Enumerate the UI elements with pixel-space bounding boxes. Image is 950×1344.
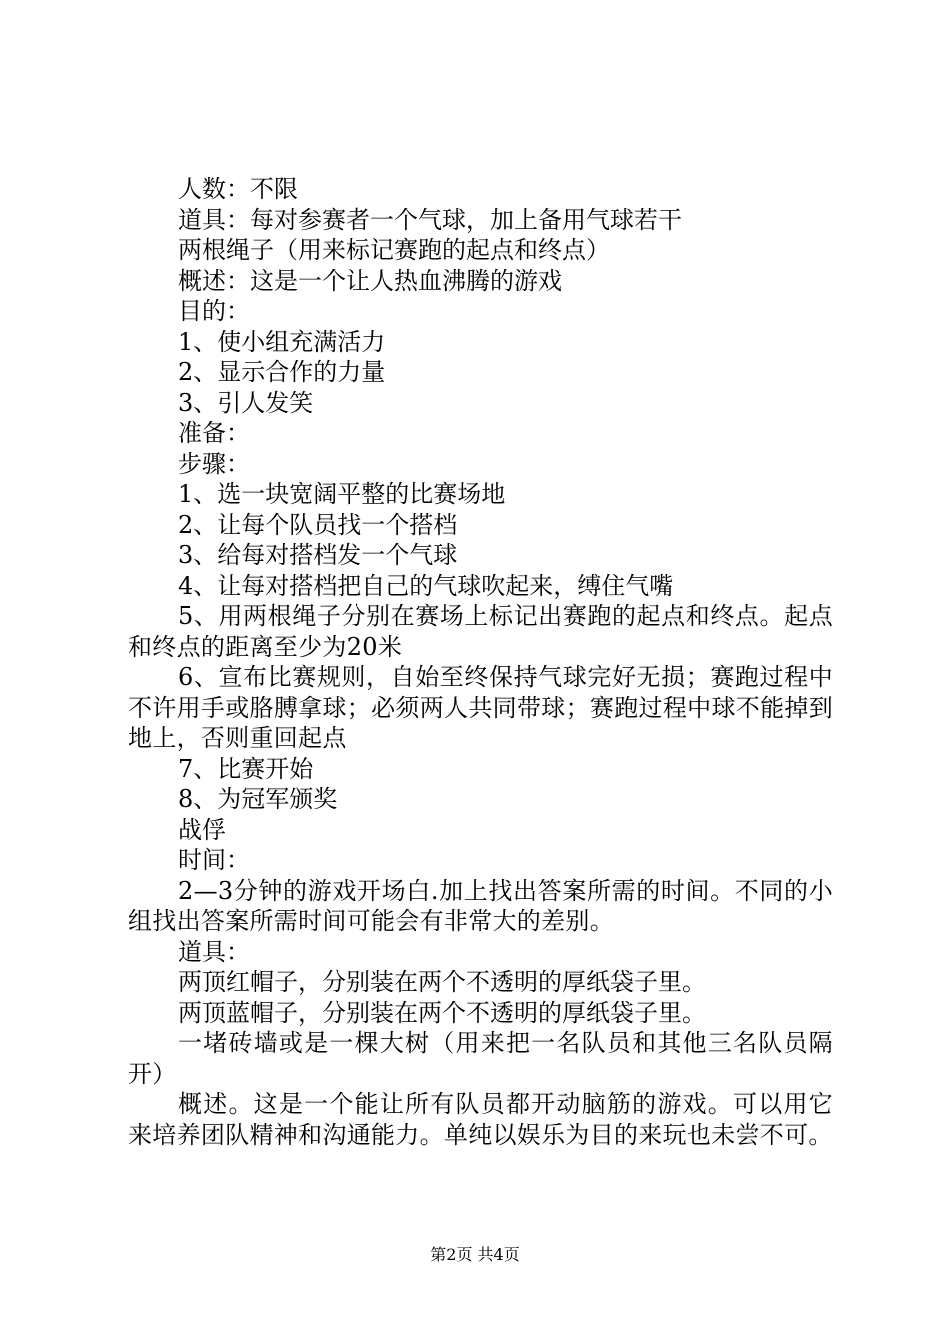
text-line-preparation: 准备： (178, 419, 250, 447)
paragraph-time: 2—3分钟的游戏开场白.加上找出答案所需的时间。不同的小组找出答案所需时间可能会有非常大的差别。 (128, 876, 833, 935)
paragraph-wall: 一堵砖墙或是一棵大树（用来把一名队员和其他三名队员隔开） (128, 1029, 833, 1088)
text-line-purpose: 目的： (178, 297, 250, 325)
text-line-step-7: 7、比赛开始 (178, 754, 314, 783)
page-footer: 第2页 共4页 (430, 1245, 520, 1264)
text-line-ropes: 两根绳子（用来标记赛跑的起点和终点） (178, 236, 610, 264)
paragraph-step-5: 5、用两根绳子分别在赛场上标记出赛跑的起点和终点。起点和终点的距离至少为20米 (128, 602, 833, 661)
text-line-purpose-1: 1、使小组充满活力 (178, 327, 386, 356)
paragraph-step-6: 6、宣布比赛规则，自始至终保持气球完好无损；赛跑过程中不许用手或胳膊拿球；必须两人共同带球；赛跑过程中球不能掉到地上，否则重回起点 (128, 663, 833, 752)
document-body (128, 174, 833, 1150)
text-line-steps: 步骤： (178, 449, 250, 478)
text-line-step-4: 4、让每对搭档把自己的气球吹起来，缚住气嘴 (178, 571, 674, 600)
text-line-purpose-3: 3、引人发笑 (178, 388, 314, 417)
text-line-blue-hats: 两顶蓝帽子，分别装在两个不透明的厚纸袋子里。 (178, 998, 706, 1027)
text-line-headcount: 人数：不限 (178, 175, 298, 203)
text-line-props-2: 道具： (178, 937, 250, 966)
text-line-step-2: 2、让每个队员找一个搭档 (178, 510, 458, 539)
text-line-step-1: 1、选一块宽阔平整的比赛场地 (178, 480, 506, 508)
text-line-step-8: 8、为冠军颁奖 (178, 785, 338, 813)
text-line-purpose-2: 2、显示合作的力量 (178, 358, 386, 386)
text-line-overview: 概述：这是一个让人热血沸腾的游戏 (178, 266, 562, 295)
text-line-game-title: 战俘 (178, 815, 226, 844)
text-line-red-hats: 两顶红帽子，分别装在两个不透明的厚纸袋子里。 (178, 968, 706, 996)
text-line-props: 道具：每对参赛者一个气球，加上备用气球若干 (178, 205, 682, 234)
text-line-time: 时间： (178, 846, 250, 874)
text-line-step-3: 3、给每对搭档发一个气球 (178, 541, 458, 569)
paragraph-overview: 概述。这是一个能让所有队员都开动脑筋的游戏。可以用它来培养团队精神和沟通能力。单纯以娱乐为目的来玩也未尝不可。 (128, 1090, 833, 1149)
